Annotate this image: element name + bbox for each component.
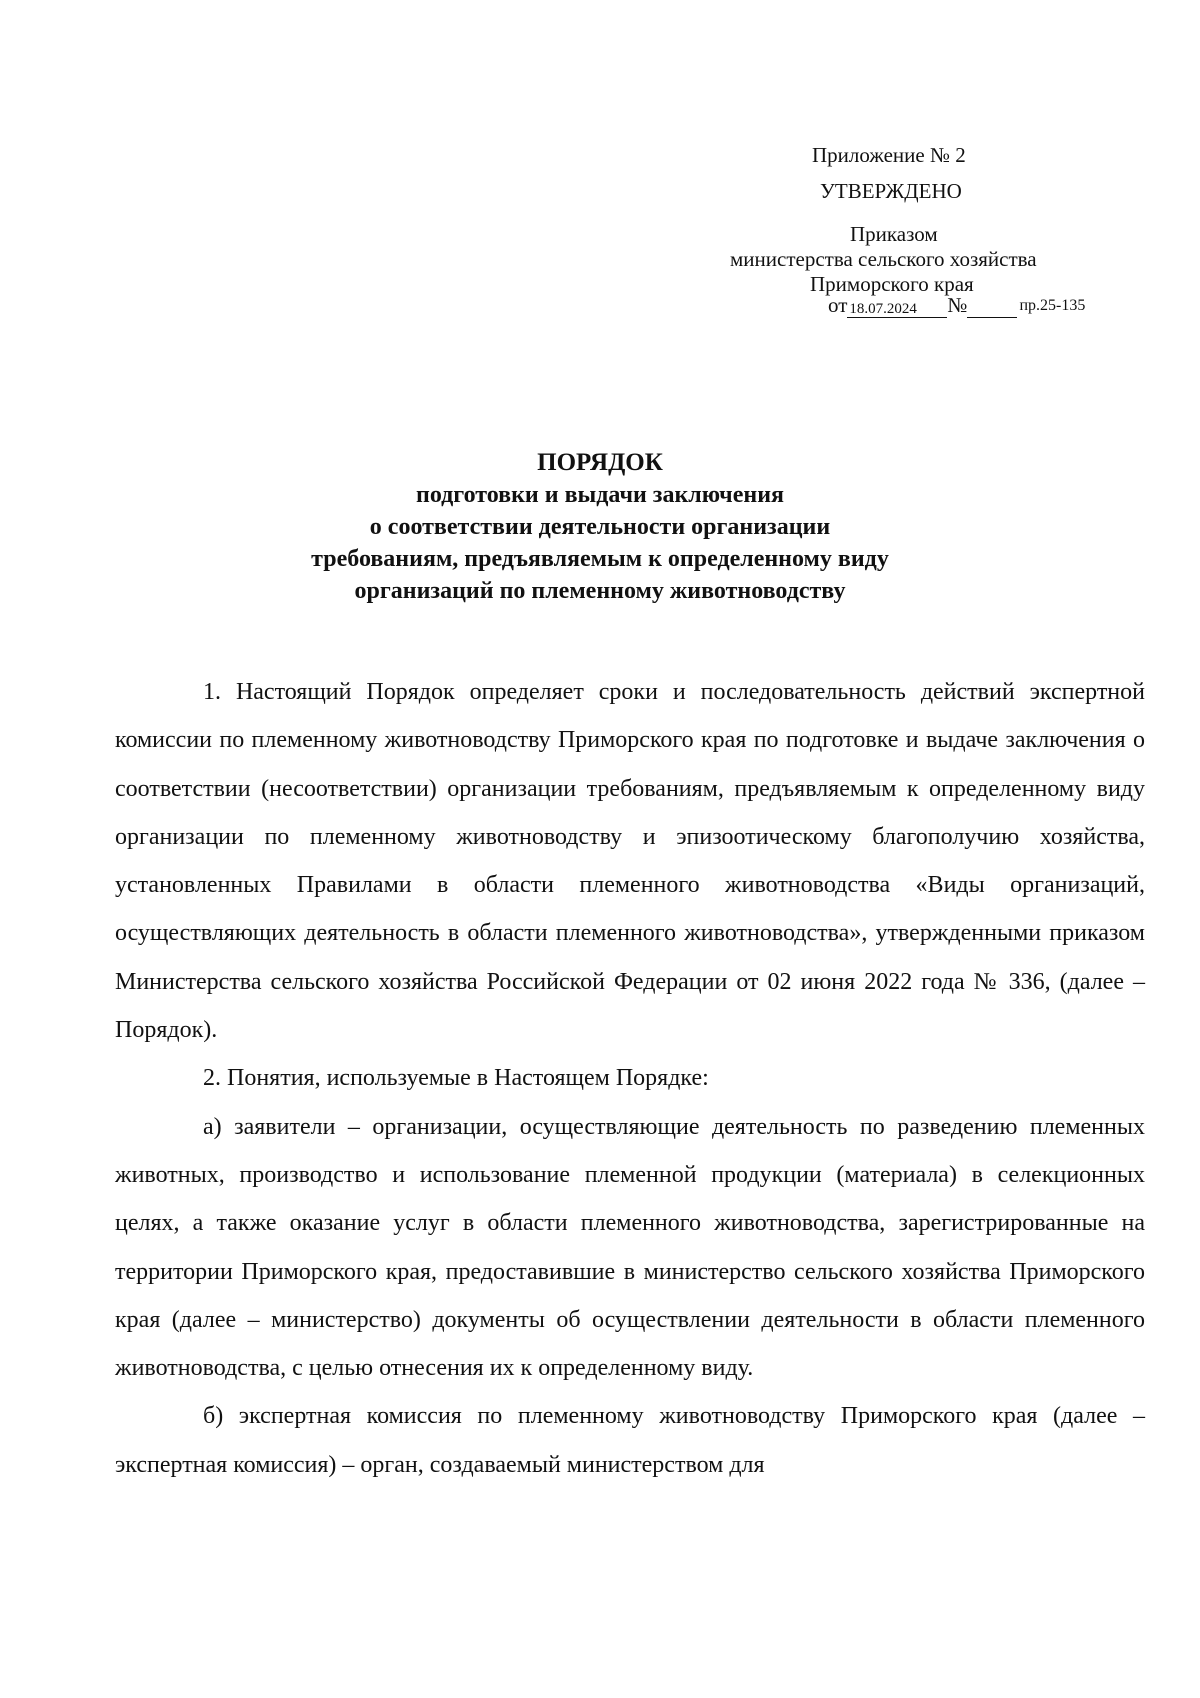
order-date-number-line: [828, 293, 1085, 318]
number-label: №: [947, 293, 968, 317]
approved-label: УТВЕРЖДЕНО: [820, 179, 962, 203]
ministry-name: министерства сельского хозяйства: [730, 247, 1037, 271]
order-date: 18.07.2024: [847, 301, 947, 318]
region-name: Приморского края: [810, 272, 974, 296]
paragraph-2: 2. Понятия, используемые в Настоящем Порядке:: [203, 1065, 709, 1092]
number-underline: [967, 317, 1017, 318]
title-main: ПОРЯДОК: [537, 449, 663, 476]
title-line: организаций по племенному животноводству: [354, 578, 846, 604]
from-label: от: [828, 293, 848, 317]
annex-label: Приложение № 2: [812, 143, 966, 167]
document-title: [0, 447, 1200, 607]
document-body: [115, 668, 1145, 1489]
order-number: пр.25-135: [1019, 297, 1086, 314]
order-word: Приказом: [850, 222, 938, 246]
paragraph-2a: а) заявители – организации, осуществляющие деятельность по разведению племенных животных, производство и использование племенной продукции (материала) в селекционных целях, а также оказание услуг в области племенного животноводства, зарегистрированные на территории Приморского края, предоставившие в министерство сельского хозяйства Приморского края (далее – министерство) документы об осуществлении деятельности в области племенного животноводства, с целью отнесения их к определенному виду.: [115, 1113, 1145, 1382]
paragraph-2b: б) экспертная комиссия по племенному животноводству Приморского края (далее – экспертная комиссия) – орган, создаваемый министерством для: [115, 1403, 1145, 1478]
paragraph-1: 1. Настоящий Порядок определяет сроки и последовательность действий экспертной комиссии по племенному животноводству Приморского края по подготовке и выдаче заключения о соответствии (несоответствии) организации требованиям, предъявляемым к определенному виду организации по племенному животноводству и эпизоотическому благополучию хозяйства, установленных Правилами в области племенного животноводства «Виды организаций, осуществляющих деятельность в области племенного животноводства», утвержденными приказом Министерства сельского хозяйства Российской Федерации от 02 июня 2022 года № 336, (далее – Порядок).: [115, 679, 1145, 1044]
title-line: подготовки и выдачи заключения: [415, 482, 784, 508]
title-line: требованиям, предъявляемым к определенному виду: [311, 546, 889, 572]
title-line: о соответствии деятельности организации: [369, 514, 831, 540]
